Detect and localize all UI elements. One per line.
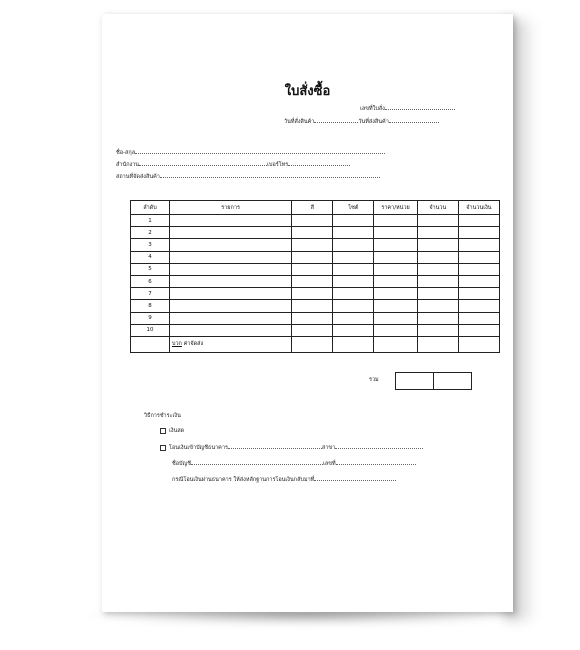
total-quantity-box[interactable] xyxy=(395,372,434,390)
delivery-place-label: สถานที่จัดส่งสินค้า xyxy=(116,174,160,180)
customer-name-label: ชื่อ-สกุล xyxy=(116,150,136,156)
shipping-label-cell xyxy=(169,336,291,352)
page-title: ใบสั่งซื้อ xyxy=(284,84,331,99)
order-number-label: เลขที่ใบสั่ง xyxy=(360,106,385,112)
row-number: 5 xyxy=(131,263,170,275)
delivery-place-field xyxy=(116,172,380,181)
office-blank[interactable] xyxy=(139,160,267,166)
col-header-no: ลำดับ xyxy=(131,201,170,215)
table-row xyxy=(131,263,500,275)
customer-name-blank[interactable] xyxy=(135,148,385,154)
transfer-label: โอนเงินเข้าบัญชีธนาคาร xyxy=(169,445,228,451)
table-row xyxy=(131,215,500,227)
delivery-date-blank[interactable] xyxy=(389,117,439,123)
account-field xyxy=(172,459,416,468)
row-number: 6 xyxy=(131,275,170,287)
phone-label: เบอร์โทร xyxy=(267,162,289,168)
shipping-row xyxy=(131,336,500,352)
row-number: 10 xyxy=(131,324,170,336)
row-number: 1 xyxy=(131,215,170,227)
col-header-item: รายการ xyxy=(169,201,291,215)
items-table xyxy=(130,200,500,353)
table-row xyxy=(131,239,500,251)
shipping-prefix: บวก xyxy=(171,341,182,348)
delivery-place-blank[interactable] xyxy=(160,172,380,178)
transfer-note-text: กรณีโอนเงินผ่านธนาคาร ให้ส่งหลักฐานการโอนเงินกลับมาที่ xyxy=(172,477,315,483)
row-number: 7 xyxy=(131,288,170,300)
order-date-label: วันที่สั่งสินค้า xyxy=(284,119,315,125)
account-name-blank[interactable] xyxy=(191,459,323,465)
cash-option[interactable] xyxy=(160,427,184,435)
col-header-size: ไซต์ xyxy=(333,201,374,215)
col-header-quantity: จำนวน xyxy=(417,201,458,215)
table-row xyxy=(131,251,500,263)
total-label: รวม xyxy=(369,377,379,383)
transfer-option[interactable] xyxy=(160,443,423,452)
table-row xyxy=(131,312,500,324)
table-row xyxy=(131,227,500,239)
office-label: สำนักงาน xyxy=(116,162,140,168)
total-amount-box[interactable] xyxy=(433,372,472,390)
shipping-label: ค่าจัดส่ง xyxy=(183,341,204,348)
account-number-label: เลขที่ xyxy=(322,461,336,467)
order-date-blank[interactable] xyxy=(314,117,358,123)
table-row xyxy=(131,324,500,336)
col-header-color: สี xyxy=(292,201,333,215)
delivery-date-label: วันที่ส่งสินค้า xyxy=(358,119,389,125)
row-number: 3 xyxy=(131,239,170,251)
table-row xyxy=(131,300,500,312)
col-header-amount: จำนวนเงิน xyxy=(458,201,499,215)
table-row xyxy=(131,275,500,287)
branch-blank[interactable] xyxy=(335,443,423,449)
office-phone-field xyxy=(116,160,350,169)
account-name-label: ชื่อบัญชี xyxy=(172,461,191,467)
transfer-note-blank[interactable] xyxy=(314,475,396,481)
phone-blank[interactable] xyxy=(288,160,350,166)
table-header-row xyxy=(131,201,500,215)
row-number: 8 xyxy=(131,300,170,312)
cash-checkbox[interactable] xyxy=(160,428,166,434)
transfer-note xyxy=(172,475,396,484)
dates-field xyxy=(284,117,439,126)
purchase-order-page xyxy=(102,14,513,612)
table-row xyxy=(131,288,500,300)
col-header-unit-price: ราคา/หน่วย xyxy=(374,201,417,215)
row-number: 9 xyxy=(131,312,170,324)
cash-label: เงินสด xyxy=(169,428,185,434)
transfer-checkbox[interactable] xyxy=(160,445,166,451)
account-number-blank[interactable] xyxy=(336,459,416,465)
order-number-field xyxy=(360,104,455,113)
customer-name-field xyxy=(116,148,385,157)
bank-name-blank[interactable] xyxy=(228,443,322,449)
row-number: 2 xyxy=(131,227,170,239)
row-number: 4 xyxy=(131,251,170,263)
branch-label: สาขา xyxy=(321,445,336,451)
order-number-blank[interactable] xyxy=(385,104,455,110)
payment-method-title: วิธีการชำระเงิน xyxy=(144,413,181,419)
